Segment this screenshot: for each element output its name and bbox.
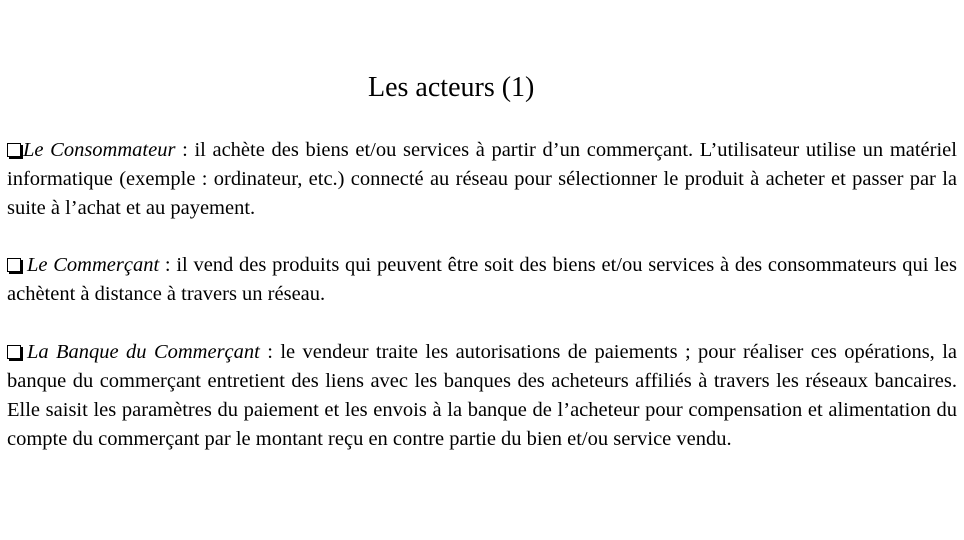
checkbox-square-icon xyxy=(7,143,21,157)
bullet-term: Le Consommateur xyxy=(23,139,176,161)
bullet-text: : le vendeur traite les autorisations de paiements ; pour réaliser ces opérations, la banque du commerçant entretient des liens avec les banques des acheteurs affiliés à travers les réseaux bancaires. Elle saisit les paramètres du paiement et les envois à la banque de l’acheteur pour compensation et alimentation du compte du commerçant par le montant reçu en contre partie du bien et/ou service vendu. xyxy=(7,341,957,450)
bullet-term: Le Commerçant xyxy=(27,254,160,276)
bullet-term: La Banque du Commerçant xyxy=(27,341,260,363)
bullet-text: : il vend des produits qui peuvent être soit des biens et/ou services à des consommateurs qui les achètent à distance à travers un réseau. xyxy=(7,254,958,305)
checkbox-square-icon xyxy=(7,345,21,359)
bullet-commercant xyxy=(7,251,957,309)
checkbox-square-icon xyxy=(7,258,21,272)
bullet-consommateur xyxy=(7,136,957,223)
bullet-text: : il achète des biens et/ou services à partir d’un commerçant. L’utilisateur utilise un matériel informatique (exemple : ordinateur, etc.) connecté au réseau pour sélectionner le produit à acheter et passer par la suite à l’achat et au payement. xyxy=(7,139,957,219)
bullet-banque-commercant xyxy=(7,338,957,454)
slide-title: Les acteurs (1) xyxy=(368,72,535,103)
